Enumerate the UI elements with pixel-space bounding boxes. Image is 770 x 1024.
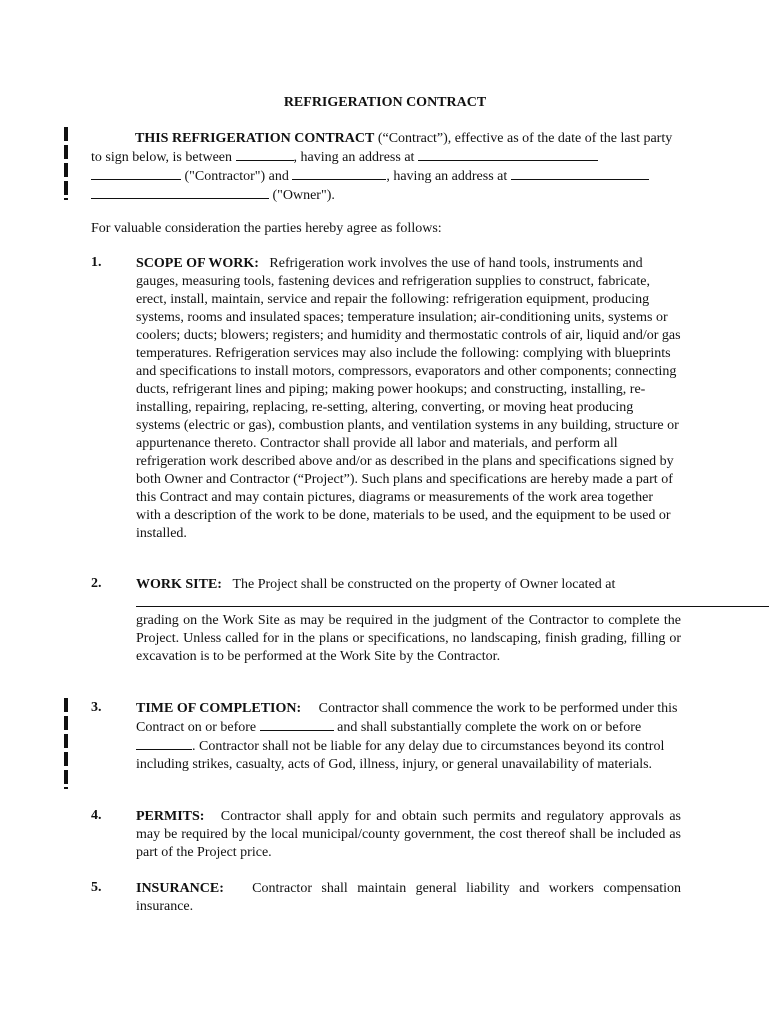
owner-address-blank[interactable] <box>511 167 649 180</box>
section-5-heading: INSURANCE: <box>136 881 224 896</box>
margin-change-bar <box>64 127 68 141</box>
document-title: REFRIGERATION CONTRACT <box>283 95 487 110</box>
contractor-name-blank[interactable] <box>236 148 294 161</box>
section-3-number: 3. <box>91 700 102 715</box>
margin-change-bar <box>64 734 68 748</box>
margin-change-bar <box>64 181 68 195</box>
margin-change-mark <box>64 787 68 789</box>
section-4-number: 4. <box>91 808 102 823</box>
commence-date-blank[interactable] <box>260 718 334 731</box>
section-5-number: 5. <box>91 880 102 895</box>
work-site-address-blank[interactable] <box>136 606 769 607</box>
margin-change-bar <box>64 716 68 730</box>
section-4-text: Contractor shall apply for and obtain such permits and regulatory approvals as may be required by the local municipal/county government, the cost thereof shall be included as part of the Project price. <box>136 809 682 860</box>
section-2-text: The Project shall be constructed on the property of Owner located at <box>232 577 616 592</box>
section-3-heading: TIME OF COMPLETION: <box>136 701 302 716</box>
section-2-body <box>136 576 681 594</box>
margin-change-bar <box>64 163 68 177</box>
section-2-number: 2. <box>91 576 102 591</box>
consideration-line: For valuable consideration the parties hereby agree as follows: <box>91 221 442 236</box>
owner-name-blank[interactable] <box>292 167 386 180</box>
margin-change-bar <box>64 698 68 712</box>
section-1-heading: SCOPE OF WORK: <box>136 256 259 271</box>
margin-change-bar <box>64 145 68 159</box>
section-5-body <box>136 880 681 916</box>
contractor-address-blank[interactable] <box>418 148 598 161</box>
completion-date-blank[interactable] <box>136 737 192 750</box>
section-1-text: Refrigeration work involves the use of hand tools, instruments and gauges, measuring tools, fastening devices and refrigeration supplies to construct, fabricate, erect, install, maintain, service and repair the following: refrigeration equipment, producing systems, rooms and insulated spaces; temperature insulation; air-conditioning units, systems or coolers; ducts; blowers; registers; and humidity and thermostatic controls of air, liquid and/or gas temperatures. Refrigeration services may also include the following: complying with blueprints and specifications to install motors, compressors, evaporators and other components; connecting ducts, refrigerant lines and piping; making power hookups; and constructing, installing, re-installing, repairing, replacing, re-setting, altering, converting, or moving heat producing systems (electric or gas), combustion plants, and ventilation systems in any building, structure or appurtenance thereto. Contractor shall provide all labor and materials, and perform all refrigeration work described above and/or as described in the plans and specifications signed by both Owner and Contractor (“Project”). Such plans and specifications are hereby made a part of this Contract and may contain pictures, diagrams or measurements of the work area together with a description of the work to be done, materials to be used, and the equipment to be used or installed. <box>136 256 681 541</box>
margin-change-mark <box>64 198 68 200</box>
section-1-body <box>136 255 681 543</box>
margin-change-bar <box>64 770 68 784</box>
section-3-body: TIME OF COMPLETION: Contractor shall commence the work to be performed under this Contract on or before and shall substantially complete the work on or before . Contractor shall not be liable for any delay due to circumstances beyond its control including strikes, casualty, acts of God, illness, injury, or general unavailability of materials. <box>136 701 678 772</box>
section-2-continued: grading on the Work Site as may be required in the judgment of the Contractor to complete the Project. Unless called for in the plans or specifications, no landscaping, finish grading, filling or excavation is to be performed at the Work Site by the Contractor. <box>136 613 681 664</box>
margin-change-bar <box>64 752 68 766</box>
section-2-heading: WORK SITE: <box>136 577 222 592</box>
section-5-text: Contractor shall maintain general liability and workers compensation insurance. <box>136 881 681 914</box>
intro-paragraph: THIS REFRIGERATION CONTRACT (“Contract”), effective as of the date of the last party to sign below, is between , having an address at ("Contractor") and , having an address at ("Owner"). <box>91 131 673 203</box>
contractor-address-blank-2[interactable] <box>91 167 181 180</box>
section-1-number: 1. <box>91 255 102 270</box>
section-4-heading: PERMITS: <box>136 809 205 824</box>
owner-address-blank-2[interactable] <box>91 186 269 199</box>
intro-lead: THIS REFRIGERATION CONTRACT <box>135 131 375 146</box>
section-4-body <box>136 808 681 862</box>
